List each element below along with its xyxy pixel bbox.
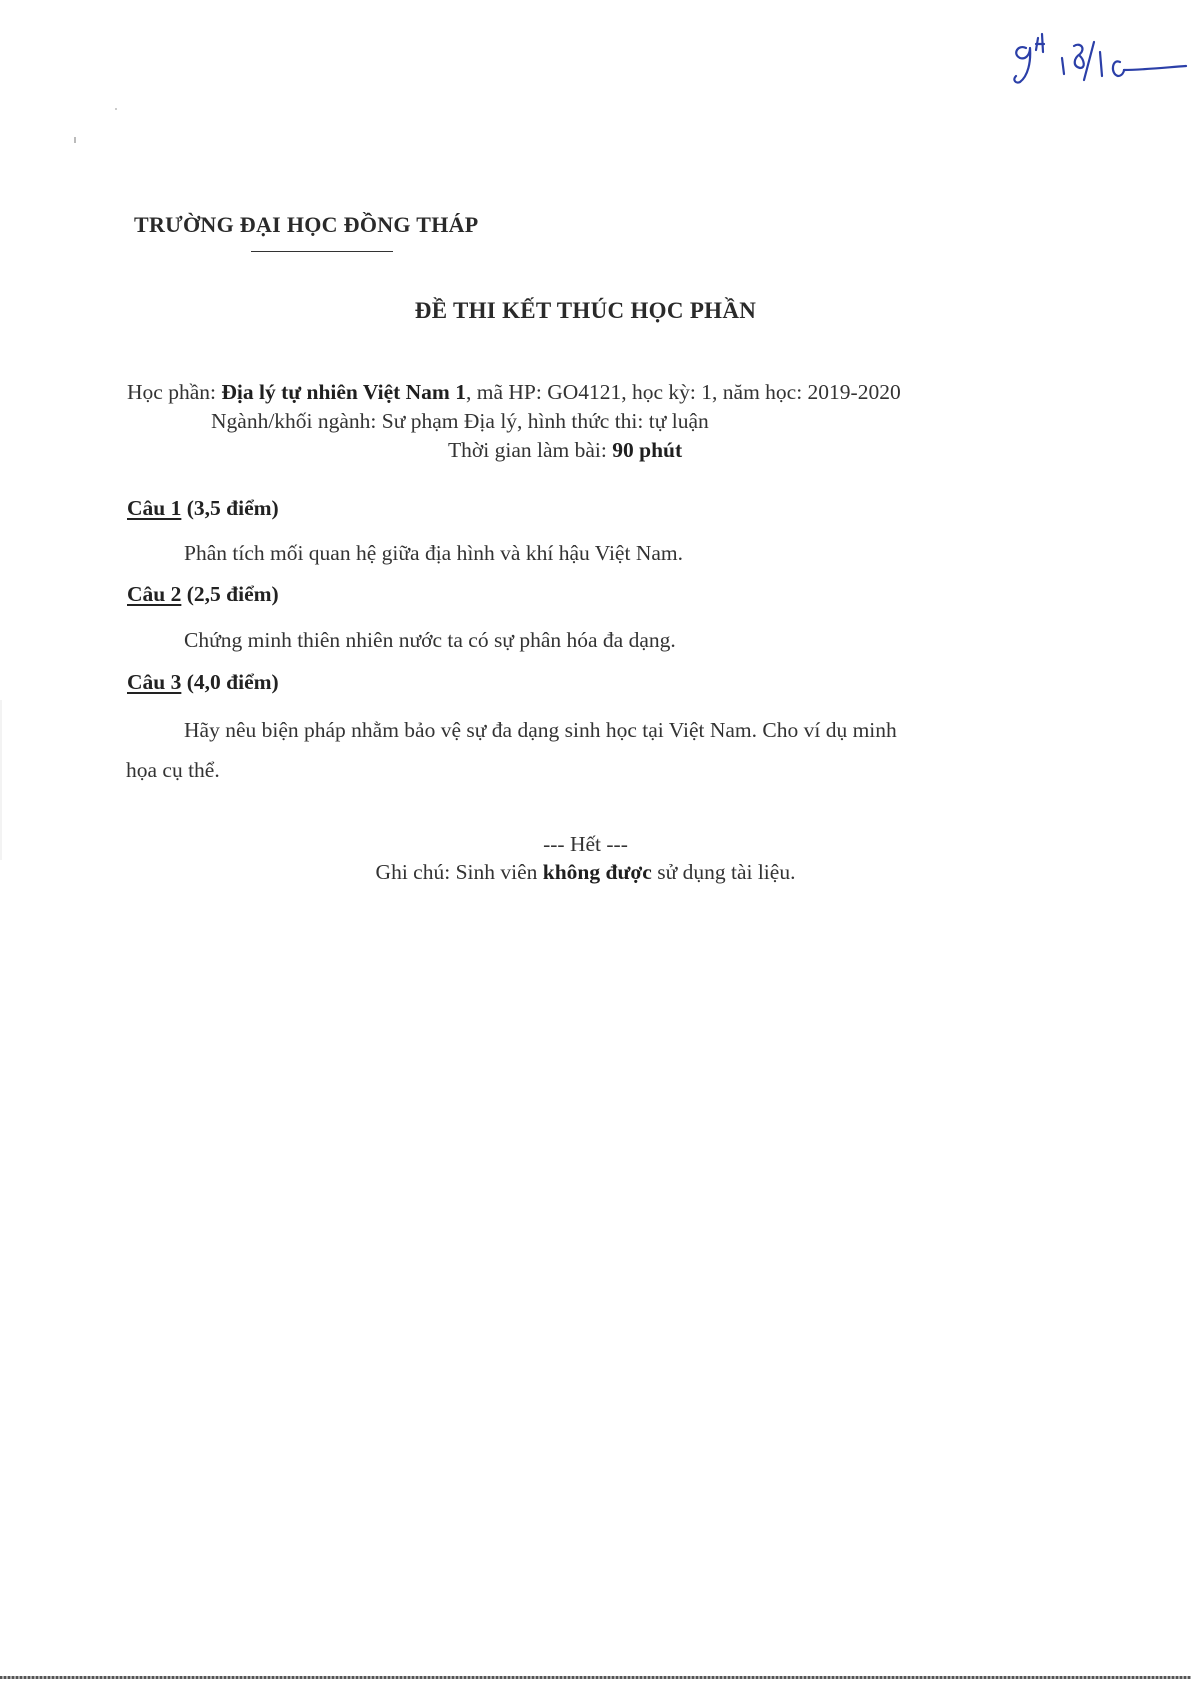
question-2-points: (2,5 điểm) (181, 582, 279, 606)
question-2-label: Câu 2 (127, 582, 182, 606)
course-name: Địa lý tự nhiên Việt Nam 1 (221, 380, 466, 404)
scan-speck (74, 137, 76, 143)
major-info-line: Ngành/khối ngành: Sư phạm Địa lý, hình thức thi: tự luận (211, 409, 709, 433)
question-1-points: (3,5 điểm) (181, 496, 279, 520)
question-1-heading (127, 496, 279, 521)
time-prefix: Thời gian làm bài: (448, 438, 613, 462)
school-underline-rule (251, 251, 393, 252)
note-suffix: sử dụng tài liệu. (651, 860, 796, 884)
school-name: TRƯỜNG ĐẠI HỌC ĐỒNG THÁP (134, 212, 479, 237)
course-info-line (127, 380, 901, 405)
time-info-line (448, 438, 682, 463)
handwritten-annotation (1000, 18, 1190, 88)
handwritten-date-mark (1000, 18, 1190, 88)
exam-title: ĐỀ THI KẾT THÚC HỌC PHẦN (414, 298, 757, 323)
course-suffix: , mã HP: GO4121, học kỳ: 1, năm học: 2019-2020 (465, 380, 901, 404)
end-mark: --- Hết --- (543, 832, 628, 856)
note-emphasis: không được (542, 860, 652, 884)
scan-bottom-border (0, 1676, 1191, 1679)
question-2-heading (127, 582, 279, 607)
question-3-text-line-1: Hãy nêu biện pháp nhằm bảo vệ sự đa dạng sinh học tại Việt Nam. Cho ví dụ minh (184, 718, 897, 742)
question-3-text-line-2: họa cụ thể. (126, 758, 220, 782)
scan-speck (115, 108, 117, 110)
question-1-text: Phân tích mối quan hệ giữa địa hình và khí hậu Việt Nam. (184, 541, 683, 565)
course-prefix: Học phần: (127, 380, 222, 404)
footer-note (0, 860, 1171, 885)
question-3-points: (4,0 điểm) (181, 670, 279, 694)
question-3-label: Câu 3 (127, 670, 182, 694)
question-3-heading (127, 670, 279, 695)
question-2-text: Chứng minh thiên nhiên nước ta có sự phân hóa đa dạng. (184, 628, 676, 652)
time-value: 90 phút (612, 438, 683, 462)
note-prefix: Ghi chú: Sinh viên (375, 860, 543, 884)
question-1-label: Câu 1 (127, 496, 182, 520)
